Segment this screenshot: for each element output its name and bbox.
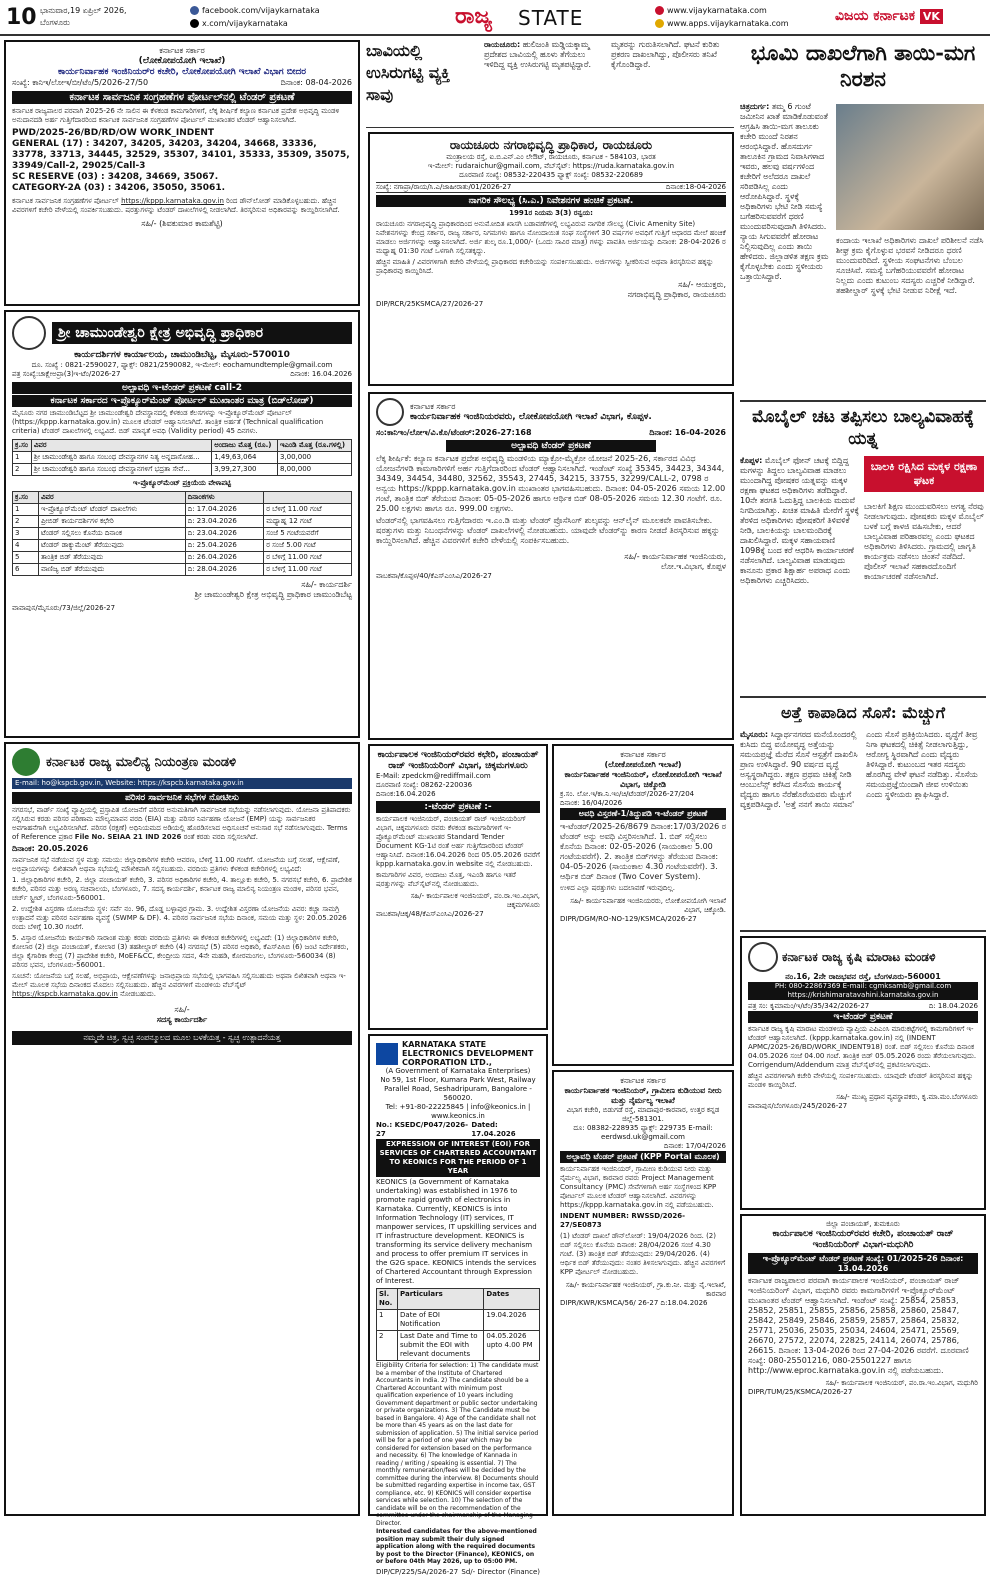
ad-keonics: KARNATAKA STATE ELECTRONICS DEVELOPMENT CORPORATION LTD., (A Government of Karnataka Enterprises) No 59, 1st Floor, Kumara Park West, Railway Parallel Road, Seshadripuram, Bangalore - 560020. Tel: +91-80-22225845 | info@keonics.in | www.keonics.in No.: KSEDC/P047/2026-27 Dated: 17.04.2026 EXPRESSION OF INTEREST (EOI) FOR SERVICES OF CHARTERED ACCOUNTANT TO KEONICS FOR THE PERIOD OF 1 YEAR KEONICS (a Government of Karnataka undertaking) was established in 1976 to promote rapid growth of electronics in Karnataka. Currently, KEONICS is into Information Technology (IT) services, IT manpower services, IT upskilling services and IT infrastructure development. KEONICS is transforming its service delivery mechanism and process to offer premium IT services in the G2G space. KEONICS intends the services of Chartered Accountant through Expression of Interest. Sl. No. Particulars Dates 1 Date of EOI Notification 19.04.2026 2 Last Date and Time to submit the EOI with relevant documents 04.05.2026 upto 4.00 PM Eligibility Criteria for selection: 1) The candidate must be a member of the Institute of Chartered Accountants in India. 2) The candidate should be a Chartered Accountant with minimum post qualification experience of 10 years including Government department or public sector undertaking or private organizations. 3) The Candidate must be based in Bangalore. 4) Age of the candidate shall not be more than 45 years as on the last date for submission of application. 5) The initial service period will be for a period of one year which may be considered for extension based on the performance and necessity. 6) The knowledge of Kannada in reading / writing / speaking is essential. 7) The monthly remuneration/fees will be decided by the committee during the interview. 8) Documents should be submitted regarding expertise in income tax, GST compliance, etc. 9) KEONICS will consider expertise services while selection. 10) The selection of the candidate will be on the recommendation of the committee under the chairmanship of the Managing Director. Interested candidates for the above-mentioned position may submit their duly signed application along with the required documents by post to the Director (Finance), KEONICS, on or before 04th May 2026, up to 05:00 PM. DIP/CP/225/SA/2026-27 Sd/- Director (Finance) — [368, 1034, 548, 1516]
table-row: 6 ವಾಣಿಜ್ಯ ಬಿಡ್ ತೆರೆಯುವುದು ದಿ: 28.04.2026 ರ ಬೆಳಿಗ್ಗೆ 11.00 ಗಂಟೆ — [13, 564, 352, 576]
emblem-icon — [748, 942, 778, 972]
table-row: 4 ಟೆಂಡರ್ ಡಾಕ್ಯುಮೆಂಟ್ ತೆರೆಯುವುದು ದಿ: 25.04.2026 ರ ಸಂಜೆ 5.00 ಗಂಟೆ — [13, 540, 352, 552]
twitter-link[interactable]: x.com/vijaykarnataka — [190, 19, 288, 28]
table-row: 2 Last Date and Time to submit the EOI with relevant documents 04.05.2026 upto 4.00 PM — [377, 1331, 540, 1361]
kspcb-link[interactable]: https://kspcb.karnataka.gov.in — [12, 990, 118, 998]
section-logo: ರಾಜ್ಯ — [455, 4, 493, 29]
table-row: 1 ಇ-ಪ್ರೊಕ್ಯೂರ್‌ಮೆಂಟ್ ಟೆಂಡರ್ ದಾಖಲೆಗಳು ದಿ: 17.04.2026 ರ ಬೆಳಿಗ್ಗೆ 11.00 ಗಂಟೆ — [13, 504, 352, 516]
headline: ಭೂಮಿ ದಾಖಲೆಗಾಗಿ ತಾಯಿ-ಮಗ ನಿರಶನ — [750, 40, 976, 91]
page-header — [0, 0, 990, 36]
website-link[interactable]: www.vijaykarnataka.com — [655, 6, 767, 15]
table-row: 2 ಪ್ರೀಬಿಡ್ ಕಾರ್ಯದರ್ಶಿಗಳ ಕಛೇರಿ ದಿ: 23.04.2026 ಮಧ್ಯಾಹ್ನ 12 ಗಂಟೆ — [13, 516, 352, 528]
kspcb-logo-icon — [12, 748, 40, 776]
facebook-icon — [190, 6, 199, 15]
table-row: 2 ಶ್ರೀ ಚಾಮುಂಡೇಶ್ವರಿ ಹಾಗೂ ಸಂಬಂಧ ದೇವಸ್ಥಾನಗಳಿಗೆ ಭದ್ರತಾ ಸೇವೆ... 3,99,27,300 8,00,000 — [13, 464, 352, 476]
header-date: ಭಾನುವಾರ,19 ಏಪ್ರಿಲ್ 2026, — [40, 6, 127, 15]
eoi-table: Sl. No. Particulars Dates 1 Date of EOI Notification 19.04.2026 2 Last Date and Time to submit the EOI with relevant documents 04.05.2026 upto 4.00 PM — [376, 1288, 540, 1361]
section-title: STATE — [518, 6, 584, 30]
apps-icon — [655, 19, 664, 28]
ad-ruda: ರಾಯಚೂರು ನಗರಾಭಿವೃದ್ಧಿ ಪ್ರಾಧಿಕಾರ, ರಾಯಚೂರು ಮಂತ್ರಾಲಯ ರಸ್ತೆ, ಐ.ಬಿ.ಎನ್.ಎಂ ಲೇಔಟ್, ರಾಯಚೂರು, ಕರ್ನಾಟಕ - 584103, ಭಾರತ ಇ-ಮೇಲ್: rudaraichur@gmail.com, ವೆಬ್‌ಸೈಟ್: https://ruda.karnataka.gov.in ದೂರವಾಣಿ ಸಂಖ್ಯೆ: 08532-220435 ಫ್ಯಾಕ್ಸ್ ಸಂಖ್ಯೆ: 08532-220689 ಸಂಖ್ಯೆ: ನಗಾಪ್ರಾ/ರಾಯ/ಸಿ.ಎ/ಜಾಹೀರಾತು/01/2026-27 ದಿನಾಂಕ:18-04-2026 ನಾಗರಿಕ ಸೌಲಭ್ಯ (ಸಿ.ಎ.) ನಿವೇಶನಗಳ ಹಂಚಿಕೆ ಪ್ರಕಟಣೆ. 1991ರ ನಿಯಮ 3(3) ರನ್ವಯ: ರಾಯಚೂರು ನಗರಾಭಿವೃದ್ಧಿ ಪ್ರಾಧಿಕಾರದಿಂದ ಅನುಮೋದಿತ ಖಾಸಗಿ ಬಡಾವಣೆಗಳಲ್ಲಿ ಲಭ್ಯವಿರುವ ನಾಗರಿಕ ಸೌಲಭ್ಯ (Civic Amenity Site) ನಿವೇಶನಗಳನ್ನು ಕೇಂದ್ರ ಸರ್ಕಾರ, ರಾಜ್ಯ ಸರ್ಕಾರ, ನಿಗಮಗಳು ಹಾಗೂ ನೋಂದಾಯಿತ ಸಂಘ ಸಂಸ್ಥೆಗಳಿಗೆ 30 ವರ್ಷಗಳ ಅವಧಿಗೆ ಗುತ್ತಿಗೆ ಆಧಾರದ ಮೇಲೆ ಹಂಚಿಕೆ ಮಾಡಲು ಅರ್ಜಿಗಳನ್ನು ಆಹ್ವಾನಿಸಲಾಗಿದೆ. ಅರ್ಜಿ ಶುಲ್ಕ ರೂ.1,000/- (ಒಂದು ಸಾವಿರ ಮಾತ್ರ) ಗಳನ್ನು ಪಾವತಿಸಿ ಅರ್ಜಿಯನ್ನು ದಿನಾಂಕ: 28-04-2026 ರ ಮಧ್ಯಾಹ್ನ 01:30 ಗಂಟೆ ಒಳಗಾಗಿ ಸಲ್ಲಿಸತಕ್ಕದ್ದು. ಹೆಚ್ಚಿನ ಮಾಹಿತಿ / ವಿವರಗಳಿಗಾಗಿ ಕಚೇರಿ ವೇಳೆಯಲ್ಲಿ ಪ್ರಾಧಿಕಾರದ ಕಚೇರಿಯನ್ನು ಸಂಪರ್ಕಿಸಬಹುದು. ಅರ್ಜಿಗಳನ್ನು ಸ್ವೀಕರಿಸುವ ಅಥವಾ ತಿರಸ್ಕರಿಸುವ ಹಕ್ಕನ್ನು ಪ್ರಾಧಿಕಾರವು ಕಾಯ್ದಿರಿಸಿದೆ. ಸಹಿ/- ಆಯುಕ್ತರು, ನಗರಾಭಿವೃದ್ಧಿ ಪ್ರಾಧಿಕಾರ, ರಾಯಚೂರು DIP/RCR/25KSMCA/27/2026-27 — [368, 132, 734, 386]
protest-photo — [836, 104, 984, 230]
table-row: 1 Date of EOI Notification 19.04.2026 — [377, 1310, 540, 1331]
news-well-death: ಬಾವಿಯಲ್ಲಿ ಉಸಿರುಗಟ್ಟಿ ವ್ಯಕ್ತಿ ಸಾವು ರಾಯಚೂರು: ಹುಲಿಜಂತಿ ಮಡ್ಡಿಯಕ್ಕಾಮ್ಮ ಪ್ರದೇಶದ ಬಾವಿಯಲ್ಲಿ ಹೂಳು ತೆಗೆಯಲು ಇಳಿದಿದ್ದ ವ್ಯಕ್ತಿ ಉಸಿರುಗಟ್ಟಿ ಮೃತಪಟ್ಟಿದ್ದಾರೆ. ಮೃತರನ್ನು ಗುರುತಿಸಲಾಗಿದೆ. ಘಟನೆ ಕುರಿತು ಪ್ರಕರಣ ದಾಖಲಾಗಿದ್ದು, ಪೊಲೀಸರು ತನಿಖೆ ಕೈಗೊಂಡಿದ್ದಾರೆ. — [366, 40, 734, 128]
schedule-table: ಕ್ರ.ಸಂ ವಿವರ ದಿನಾಂಕಗಳು 1 ಇ-ಪ್ರೊಕ್ಯೂರ್‌ಮೆಂಟ್ ಟೆಂಡರ್ ದಾಖಲೆಗಳು ದಿ: 17.04.2026 ರ ಬೆಳಿಗ್ಗೆ 11.00 ಗಂಟೆ 2 ಪ್ರೀಬಿಡ್ ಕಾರ್ಯದರ್ಶಿಗಳ ಕಛೇರಿ ದಿ: 23.04.2026 ಮಧ್ಯಾಹ್ನ 12 ಗಂಟೆ 3 ಟೆಂಡರ್ ಸಲ್ಲಿಸಲು ಕೊನೆಯ ದಿನಾಂಕ ದಿ: 23.04.2026 ಸಂಜೆ 5 ಗಂಟೆಯವರೆಗೆ 4 ಟೆಂಡರ್ ಡಾಕ್ಯುಮೆಂಟ್ ತೆರೆಯುವುದು ದಿ: 25.04.2026 ರ ಸಂಜೆ 5.00 ಗಂಟೆ 5 ತಾಂತ್ರಿಕ ಬಿಡ್ ತೆರೆಯುವುದು ದಿ: 26.04.2026 ರ ಬೆಳಿಗ್ಗೆ 11.00 ಗಂಟೆ 6 ವಾಣಿಜ್ಯ ಬಿಡ್ ತೆರೆಯುವುದು ದಿ: 28.04.2026 ರ ಬೆಳಿಗ್ಗೆ 11.00 ಗಂಟೆ — [12, 491, 352, 576]
emblem-icon — [376, 398, 404, 426]
news-land-protest: ಭೂಮಿ ದಾಖಲೆಗಾಗಿ ತಾಯಿ-ಮಗ ನಿರಶನ ಚಿತ್ರದುರ್ಗ: ತಮ್ಮ 6 ಗುಂಟೆ ಜಮೀನಿನ ಖಾತೆ ಮಾಡಿಕೊಡುವಂತೆ ಆಗ್ರಹಿಸಿ ತಾಯಿ-ಮಗ ತಾಲೂಕು ಕಚೇರಿ ಮುಂದೆ ನಿರಶನ ಆರಂಭಿಸಿದ್ದಾರೆ. ಹೊಸದುರ್ಗ ತಾಲೂಕಿನ ಗ್ರಾಮದ ನಿವಾಸಿಗಳಾದ ಇವರು, ಹಲವು ವರ್ಷಗಳಿಂದ ಕಚೇರಿಗೆ ಅಲೆದರೂ ದಾಖಲೆ ಸರಿಪಡಿಸಿಲ್ಲ ಎಂದು ಆರೋಪಿಸಿದ್ದಾರೆ. ಸ್ಥಳಕ್ಕೆ ಅಧಿಕಾರಿಗಳು ಭೇಟಿ ನೀಡಿ ಸಮಸ್ಯೆ ಬಗೆಹರಿಸುವವರೆಗೆ ಧರಣಿ ಮುಂದುವರಿಸುವುದಾಗಿ ತಿಳಿಸಿದರು. ನ್ಯಾಯ ಸಿಗುವವರೆಗೆ ಹೋರಾಟ ನಿಲ್ಲಿಸುವುದಿಲ್ಲ ಎಂದು ತಾಯಿ ಹೇಳಿದರು. ಜಿಲ್ಲಾಡಳಿತ ತಕ್ಷಣ ಕ್ರಮ ಕೈಗೊಳ್ಳಬೇಕು ಎಂದು ಸ್ಥಳೀಯರು ಒತ್ತಾಯಿಸಿದ್ದಾರೆ. ಕಂದಾಯ ಇಲಾಖೆ ಅಧಿಕಾರಿಗಳು ದಾಖಲೆ ಪರಿಶೀಲನೆ ನಡೆಸಿ ಶೀಘ್ರ ಕ್ರಮ ಕೈಗೊಳ್ಳುವ ಭರವಸೆ ನೀಡಿದರೂ ಧರಣಿ ಮುಂದುವರಿದಿದೆ. ಸ್ಥಳೀಯ ಸಂಘಟನೆಗಳು ಬೆಂಬಲ ಸೂಚಿಸಿವೆ. ಸಮಸ್ಯೆ ಬಗೆಹರಿಯುವವರೆಗೆ ಹೋರಾಟ ನಿಲ್ಲದು ಎಂದು ಕುಟುಂಬ ಸದಸ್ಯರು ಎಚ್ಚರಿಕೆ ನೀಡಿದ್ದಾರೆ. ತಹಶೀಲ್ದಾರ್ ಸ್ಥಳಕ್ಕೆ ಭೇಟಿ ನೀಡುವ ನಿರೀಕ್ಷೆ ಇದೆ. — [740, 40, 986, 402]
ad-kspcb: ಕರ್ನಾಟಕ ರಾಜ್ಯ ಮಾಲಿನ್ಯ ನಿಯಂತ್ರಣ ಮಂಡಳಿ E-mail: ho@kspcb.gov.in, Website: https://kspcb.karnataka.gov.in ಪರಿಸರ ಸಾರ್ವಜನಿಕ ಸಭೆಗಳ ನೋಟೀಸು ನಗರಸಭೆ, ವಾರ್ಡ್ ಸಂಖ್ಯೆ ವ್ಯಾಪ್ತಿಯಲ್ಲಿ ಪ್ರಸ್ತಾಪಿತ ಯೋಜನೆಗೆ ಪರಿಸರ ಅನುಮತಿಗಾಗಿ ಸಾರ್ವಜನಿಕ ಸಭೆಯನ್ನು ನಡೆಸಲಾಗುವುದು. ಯೋಜನಾ ಪ್ರತಿಪಾದಕರು ಸಲ್ಲಿಸಿರುವ ಕರಡು ಪರಿಸರ ಪರಿಣಾಮ ಮೌಲ್ಯಮಾಪನ ವರದಿ (EIA) ಮತ್ತು ಪರಿಸರ ನಿರ್ವಹಣಾ ಯೋಜನೆ (EMP) ಯನ್ನು ಸಾರ್ವಜನಿಕರ ಅವಗಾಹನೆಗಾಗಿ ಲಭ್ಯವಿರಿಸಲಾಗಿದೆ. ಪರಿಸರ (ರಕ್ಷಣೆ) ಅಧಿನಿಯಮದ ಅಡಿಯಲ್ಲಿ ಹೊರಡಿಸಲಾದ ಅಧಿಸೂಚನೆ ಅನುಸಾರ ಸಭೆ ನಡೆಸಲಾಗುವುದು. Terms of Reference ಪ್ರಕಾರ File No. SEIAA 21 IND 2026 ರಂತೆ ಕರಡು ವರದಿ ಸಲ್ಲಿಸಲಾಗಿದೆ. ದಿನಾಂಕ: 20.05.2026 ಸಾರ್ವಜನಿಕ ಸಭೆ ನಡೆಯುವ ಸ್ಥಳ ಮತ್ತು ಸಮಯ: ಜಿಲ್ಲಾಧಿಕಾರಿಗಳ ಕಚೇರಿ ಆವರಣ, ಬೆಳಿಗ್ಗೆ 11.00 ಗಂಟೆಗೆ. ಯೋಜನೆಯ ಬಗ್ಗೆ ಸಲಹೆ, ಆಕ್ಷೇಪಣೆ, ಅಭಿಪ್ರಾಯಗಳನ್ನು ಲಿಖಿತವಾಗಿ ಅಥವಾ ಸಭೆಯಲ್ಲಿ ಮೌಖಿಕವಾಗಿ ಸಲ್ಲಿಸಬಹುದು. ವರದಿಯ ಪ್ರತಿಗಳು ಕೆಳಕಂಡ ಕಚೇರಿಗಳಲ್ಲಿ ಲಭ್ಯವಿದೆ: 1. ಜಿಲ್ಲಾಧಿಕಾರಿಗಳ ಕಚೇರಿ, 2. ಜಿಲ್ಲಾ ಪಂಚಾಯತ್ ಕಚೇರಿ, 3. ಪರಿಸರ ಅಧಿಕಾರಿಗಳ ಕಚೇರಿ, 4. ತಾಲ್ಲೂಕು ಕಚೇರಿ, 5. ನಗರಸಭೆ ಕಚೇರಿ, 6. ಪ್ರಾದೇಶಿಕ ಕಚೇರಿ, ಪರಿಸರ ಮತ್ತು ಅರಣ್ಯ ಸಚಿವಾಲಯ, ಬೆಂಗಳೂರು, 7. ಸದಸ್ಯ ಕಾರ್ಯದರ್ಶಿ, ಕರ್ನಾಟಕ ರಾಜ್ಯ ಮಾಲಿನ್ಯ ನಿಯಂತ್ರಣ ಮಂಡಳಿ, ಪರಿಸರ ಭವನ, ಚರ್ಚ್ ಸ್ಟ್ರೀಟ್, ಬೆಂಗಳೂರು-560001. 2. ಉದ್ದೇಶಿತ ವಿಸ್ತರಣಾ ಯೋಜನೆಯ ಸ್ಥಳ: ಸರ್ವೆ ನಂ. 96, ದೊಡ್ಡ ಬಳ್ಳಾಪುರ ಗ್ರಾಮ. 3. ಉದ್ದೇಶಿತ ವಿಸ್ತರಣಾ ಯೋಜನೆಯ ವಿವರ: ಕಚ್ಚಾ ಸಾಮಗ್ರಿ ಉತ್ಪಾದನೆ ಮತ್ತು ಪರಿಸರ ನಿರ್ವಹಣಾ ವ್ಯವಸ್ಥೆ (SWMP & DF). 4. ಪರಿಸರ ಸಾರ್ವಜನಿಕ ಸಭೆಯ ದಿನಾಂಕ, ಸಮಯ ಮತ್ತು ಸ್ಥಳ: 20.05.2026 ರಂದು ಬೆಳಿಗ್ಗೆ 10.30 ಗಂಟೆಗೆ. 5. ವಿಸ್ತಾರ ಯೋಜನೆಯ ಕಾರ್ಯಕಾರಿ ಸಾರಾಂಶ ಮತ್ತು ಕರಡು ವರದಿಯ ಪ್ರತಿಗಳು ಈ ಕೆಳಕಂಡ ಕಚೇರಿಗಳಲ್ಲಿ ಲಭ್ಯವಿದೆ: (1) ಜಿಲ್ಲಾಧಿಕಾರಿಗಳ ಕಚೇರಿ, ಕೋಲಾರ (2) ಜಿಲ್ಲಾ ಪಂಚಾಯತ್, ಕೋಲಾರ (3) ತಹಶೀಲ್ದಾರ್ ಕಚೇರಿ (4) ನಗರಸಭೆ (5) ಪರಿಸರ ಅಧಿಕಾರಿ, ಕೆಎಸ್‌ಪಿಸಿಬಿ (6) ಜಂಟಿ ನಿರ್ದೇಶಕರು, ಜಿಲ್ಲಾ ಕೈಗಾರಿಕಾ ಕೇಂದ್ರ (7) ಪ್ರಾದೇಶಿಕ ಕಚೇರಿ, MoEF&CC, ಕೇಂದ್ರೀಯ ಸದನ, 4ನೇ ಮಹಡಿ, ಕೋರಮಂಗಲ, ಬೆಂಗಳೂರು-560034 (8) ಪರಿಸರ ಭವನ, ಬೆಂಗಳೂರು-560001. ಸೂಚನೆ: ಯೋಜನೆಯ ಬಗ್ಗೆ ಸಲಹೆ, ಅಭಿಪ್ರಾಯ, ಆಕ್ಷೇಪಣೆಗಳನ್ನು ಜನಾಭಿಪ್ರಾಯ ಸಭೆಯಲ್ಲಿ ಭಾಗವಹಿಸಿ ಸಲ್ಲಿಸಬಹುದು ಅಥವಾ ಲಿಖಿತವಾಗಿ ಅಥವಾ ಇ-ಮೇಲ್ ಮೂಲಕ ಸಭೆಯ ದಿನಾಂಕದ ಮೊದಲು ಸಲ್ಲಿಸಬಹುದು. ಹೆಚ್ಚಿನ ವಿವರಗಳಿಗೆ ಮಂಡಳಿಯ ವೆಬ್‌ಸೈಟ್ https://kspcb.karnataka.gov.in ನೋಡಬಹುದು. ಸಹಿ/- ಸದಸ್ಯ ಕಾರ್ಯದರ್ಶಿ ನಮ್ಮದೇ ಚಿತ್ರ, ಸ್ವಚ್ಛ ಸಂಪನ್ಮೂಲದ ಮೂಲ ಬಳಕೆಯತ್ತ - ಸ್ವಚ್ಛ ಉತ್ಪಾದನೆಯತ್ತ — [4, 742, 360, 1516]
ad-pwd-koppal: ಕರ್ನಾಟಕ ಸರ್ಕಾರ ಕಾರ್ಯನಿರ್ವಾಹಕ ಇಂಜಿನಿಯರವರು, ಲೋಕೋಪಯೋಗಿ ಇಲಾಖೆ ವಿಭಾಗ, ಕೊಪ್ಪಳ. ಸಂ:ಕಾನಿಇಂ/ಲೋಇ/ವಿ.ಕೊ/ಟೆಂಡರ್:2026-27:168 ದಿನಾಂಕ: 16-04-2026 ಅಲ್ಪಾವಧಿ ಟೆಂಡರ್ ಪ್ರಕಟಣೆ ಲೆಕ್ಕ ಶೀರ್ಷಿಕೆ: ಕಲ್ಯಾಣ ಕರ್ನಾಟಕ ಪ್ರದೇಶ ಅಭಿವೃದ್ಧಿ ಮಂಡಳಿಯ ಮ್ಯಾಕ್ರೋ-ಮೈಕ್ರೋ ಯೋಜನೆ 2025-26, ಸರ್ಕಾರದ ವಿವಿಧ ಯೋಜನೆಗಳಡಿ ಕಾಮಗಾರಿಗಳಿಗೆ ಅರ್ಹ ಗುತ್ತಿಗೆದಾರರಿಂದ ಟೆಂಡರ್ ಆಹ್ವಾನಿಸಲಾಗಿದೆ. ಇಂಡೆಂಟ್ ಸಂಖ್ಯೆ 35345, 34423, 34344, 34349, 34454, 34480, 32562, 35543, 27445, 34215, 33755, 32299/CALL-2, 0798 ರ ಅನ್ವಯ https://kppp.karnataka.gov.in ಮುಖಾಂತರ ಭಾಗವಹಿಸಬಹುದು. ದಿನಾಂಕ: 04-05-2026 ಸಮಯ 12.00 ಗಂಟೆ, ತಾಂತ್ರಿಕ ಬಿಡ್ ತೆರೆಯುವ ದಿನಾಂಕ: 05-05-2026 ಹಾಗೂ ಆರ್ಥಿಕ ಬಿಡ್ 08-05-2026 ಸಮಯ 12.30 ಗಂಟೆಗೆ. ರೂ. 25.00 ಲಕ್ಷಗಳು ಹಾಗೂ ರೂ. 999.00 ಲಕ್ಷಗಳು. ಟೆಂಡರ್‌ನಲ್ಲಿ ಭಾಗವಹಿಸಲು ಗುತ್ತಿಗೆದಾರರು ಇ.ಎಂ.ಡಿ ಮತ್ತು ಟೆಂಡರ್ ಪ್ರೊಸೆಸಿಂಗ್ ಶುಲ್ಕವನ್ನು ಆನ್‌ಲೈನ್ ಮೂಲಕವೇ ಪಾವತಿಸಬೇಕು. ಷರತ್ತುಗಳು ಮತ್ತು ನಿಬಂಧನೆಗಳನ್ನು ಟೆಂಡರ್ ದಾಖಲೆಗಳಲ್ಲಿ ನೋಡಬಹುದು. ಯಾವುದೇ ಟೆಂಡರ್‌ನ್ನು ಕಾರಣ ನೀಡದೆ ತಿರಸ್ಕರಿಸುವ ಹಕ್ಕನ್ನು ಕಾಯ್ದಿರಿಸಲಾಗಿದೆ. ಹೆಚ್ಚಿನ ವಿವರಗಳಿಗೆ ಕಚೇರಿ ವೇಳೆಯಲ್ಲಿ ಸಂಪರ್ಕಿಸಬಹುದು. ಸಹಿ/- ಕಾರ್ಯನಿರ್ವಾಹಕ ಇಂಜಿನಿಯರು, ಲೋ.ಇ.ವಿಭಾಗ, ಕೊಪ್ಪಳ ವಾಬಕವಾ/ಕೊಪ್ಪಳ/40/ಕೆಎಸ್‌ಎಂಸಿಎ/2026-27 — [368, 392, 734, 740]
apps-link[interactable]: www.apps.vijaykarnataka.com — [655, 19, 789, 28]
facebook-link[interactable]: facebook.com/vijaykarnataka — [190, 6, 320, 15]
ad-chamundeshwari: ಶ್ರೀ ಚಾಮುಂಡೇಶ್ವರಿ ಕ್ಷೇತ್ರ ಅಭಿವೃದ್ಧಿ ಪ್ರಾಧಿಕಾರ ಕಾರ್ಯದರ್ಶಿಗಳ ಕಾರ್ಯಾಲಯ, ಚಾಮುಂಡಿಬೆಟ್ಟ, ಮೈಸೂರು-570010 ದೂ. ಸಂಖ್ಯೆ : 0821-2590027, ಫ್ಯಾಕ್ಸ್: 0821/2590082, ಇ-ಮೇಲ್: eochamundtemple@gmail.com ಪತ್ರ ಸಂಖ್ಯೆ:ಚಾಕ್ಷೇಅಪ್ರಾ(3)ಇ-ಟೆಂ/2026-27 ದಿನಾಂಕ: 16.04.2026 ಅಲ್ಪಾವಧಿ ಇ-ಟೆಂಡರ್ ಪ್ರಕಟಣೆ call-2 ಕರ್ನಾಟಕ ಸರ್ಕಾರದ ಇ-ಪ್ರೊಕ್ಯೂರ್‌ಮೆಂಟ್ ಪೋರ್ಟಲ್ ಮುಖಾಂತರ ಮಾತ್ರ (ಬಿಡ್‌ಲೋಡ್) ಮೈಸೂರು ನಗರ ಚಾಮುಂಡಿಬೆಟ್ಟದ ಶ್ರೀ ಚಾಮುಂಡೇಶ್ವರಿ ದೇವಸ್ಥಾನದಲ್ಲಿ ಕೆಳಕಂಡ ಕೆಲಸಗಳನ್ನು ಇ-ಪ್ರೊಕ್ಯೂರ್‌ಮೆಂಟ್ ಪೋರ್ಟಲ್ (https://kppp.karnataka.gov.in) ಮೂಲಕ ಟೆಂಡರ್ ಆಹ್ವಾನಿಸಲಾಗಿದೆ. ತಾಂತ್ರಿಕ ಅರ್ಹತೆ (Technical qualification criteria) ಟೆಂಡರ್ ದಾಖಲೆಗಳಲ್ಲಿ ಲಭ್ಯವಿದೆ. ಬಿಡ್ ಮಾನ್ಯತೆ ಅವಧಿ (Validity period) 45 ದಿನಗಳು. ಕ್ರ.ಸಂ ವಿವರ ಅಂದಾಜು ಮೊತ್ತ (ರೂ.) ಇಎಂಡಿ ಮೊತ್ತ (ರೂ.ಗಳಲ್ಲಿ) 1 ಶ್ರೀ ಚಾಮುಂಡೇಶ್ವರಿ ಹಾಗೂ ಸಂಬಂಧ ದೇವಸ್ಥಾನಗಳ ನಿತ್ಯ ಅನ್ನದಾಸೋಹ... 1,49,63,064 3,00,000 2 ಶ್ರೀ ಚಾಮುಂಡೇಶ್ವರಿ ಹಾಗೂ ಸಂಬಂಧ ದೇವಸ್ಥಾನಗಳಿಗೆ ಭದ್ರತಾ ಸೇವೆ... 3,99,27,300 8,00,000 ಇ-ಪ್ರೊಕ್ಯೂರ್‌ಮೆಂಟ್ ಪ್ರಕ್ರಿಯೆಯ ವೇಳಾಪಟ್ಟಿ ಕ್ರ.ಸಂ ವಿವರ ದಿನಾಂಕಗಳು 1 ಇ-ಪ್ರೊಕ್ಯೂರ್‌ಮೆಂಟ್ ಟೆಂಡರ್ ದಾಖಲೆಗಳು ದಿ: 17.04.2026 ರ ಬೆಳಿಗ್ಗೆ 11.00 ಗಂಟೆ 2 ಪ್ರೀಬಿಡ್ ಕಾರ್ಯದರ್ಶಿಗಳ ಕಛೇರಿ ದಿ: 23.04.2026 ಮಧ್ಯಾಹ್ನ 12 ಗಂಟೆ 3 ಟೆಂಡರ್ ಸಲ್ಲಿಸಲು ಕೊನೆಯ ದಿನಾಂಕ ದಿ: 23.04.2026 ಸಂಜೆ 5 ಗಂಟೆಯವರೆಗೆ 4 ಟೆಂಡರ್ ಡಾಕ್ಯುಮೆಂಟ್ ತೆರೆಯುವುದು ದಿ: 25.04.2026 ರ ಸಂಜೆ 5.00 ಗಂಟೆ 5 ತಾಂತ್ರಿಕ ಬಿಡ್ ತೆರೆಯುವುದು ದಿ: 26.04.2026 ರ ಬೆಳಿಗ್ಗೆ 11.00 ಗಂಟೆ 6 ವಾಣಿಜ್ಯ ಬಿಡ್ ತೆರೆಯುವುದು ದಿ: 28.04.2026 ರ ಬೆಳಿಗ್ಗೆ 11.00 ಗಂಟೆ ಸಹಿ/- ಕಾರ್ಯದರ್ಶಿ ಶ್ರೀ ಚಾಮುಂಡೇಶ್ವರಿ ಕ್ಷೇತ್ರ ಅಭಿವೃದ್ಧಿ ಪ್ರಾಧಿಕಾರ ಚಾಮುಂಡಿಬೆಟ್ಟ ವಾವಾಪುಸ/ಮೈಸೂರು/73/ಜಿಲ್ಲೆ/2026-27 — [4, 310, 360, 738]
portal-link[interactable]: https://kppp.karnataka.gov.in — [121, 197, 224, 205]
ad-pwd-chikkodi: ಕರ್ನಾಟಕ ಸರ್ಕಾರ (ಲೋಕೋಪಯೋಗಿ ಇಲಾಖೆ) ಕಾರ್ಯನಿರ್ವಾಹಕ ಇಂಜಿನಿಯರ್, ಲೋಕೋಪಯೋಗಿ ಇಲಾಖೆ ವಿಭಾಗ, ಚಿಕ್ಕೋಡಿ ಕ್ರ.ಸಂ. ಲೋ.ಇ/ಕಾ.ನಿ.ಇಂ/ಚಿ/ಟೆಂಡರ್/2026-27/204 ದಿನಾಂಕ: 16/04/2026 ಅವಧಿ ವಿಸ್ತರಣೆ-1/ತಿದ್ದುಪಡಿ ಇ-ಟೆಂಡರ್ ಪ್ರಕಟಣೆ ಇ-ಟೆಂಡರ್/2025-26/8679 ದಿನಾಂಕ:17/03/2026 ರ ಟೆಂಡರ್ ಅನ್ನು ಅವಧಿ ವಿಸ್ತರಿಸಲಾಗಿದೆ. 1. ಬಿಡ್ ಸಲ್ಲಿಸಲು ಕೊನೆಯ ದಿನಾಂಕ: 02-05-2026 (ಸಾಯಂಕಾಲ 5.00 ಗಂಟೆಯವರೆಗೆ). 2. ತಾಂತ್ರಿಕ ಬಿಡ್‌ಗಳನ್ನು ತೆರೆಯುವ ದಿನಾಂಕ: 04-05-2026 (ಸಾಯಂಕಾಲ 4.30 ಗಂಟೆಯವರೆಗೆ). 3. ಆರ್ಥಿಕ ಬಿಡ್ ದಿನಾಂಕ (Two Cover System). ಉಳಿದ ಎಲ್ಲಾ ಷರತ್ತುಗಳು ಬದಲಾವಣೆ ಇರುವುದಿಲ್ಲ. ಸಹಿ/- ಕಾರ್ಯನಿರ್ವಾಹಕ ಇಂಜಿನಿಯರರು, ಲೋಕೋಪಯೋಗಿ ಇಲಾಖೆ ವಿಭಾಗ, ಚಿಕ್ಕೋಡಿ. DIPR/DGM/RO-NO-129/KSMCA/2026-27 — [552, 744, 734, 1066]
ad-pre-chikkamagaluru: ಕಾರ್ಯಪಾಲಕ ಇಂಜಿನಿಯರ್‌ರವರ ಕಛೇರಿ, ಪಂಚಾಯತ್ ರಾಜ್ ಇಂಜಿನಿಯರಿಂಗ್ ವಿಭಾಗ, ಚಿಕ್ಕಮಗಳೂರು E-Mail: zpedckm@rediffmail.com ದೂರವಾಣಿ ಸಂಖ್ಯೆ: 08262-220036 ದಿನಾಂಕ:16.04.2026 :-ಟೆಂಡರ್ ಪ್ರಕಟಣೆ :- ಕಾರ್ಯಪಾಲಕ ಇಂಜಿನಿಯರ್, ಪಂಚಾಯತ್ ರಾಜ್ ಇಂಜಿನಿಯರಿಂಗ್ ವಿಭಾಗ, ಚಿಕ್ಕಮಗಳೂರು ರವರು ಕೆಳಕಂಡ ಕಾಮಗಾರಿಗಳಿಗೆ ಇ-ಪ್ರೊಕ್ಯೂರ್‌ಮೆಂಟ್ ಮುಖಾಂತರ Standard Tender Document KG-1ಟಿ ರಂತೆ ಅರ್ಹ ಗುತ್ತಿಗೆದಾರರಿಂದ ಟೆಂಡರ್ ಆಹ್ವಾನಿಸಿದೆ. ದಿನಾಂಕ:16.04.2026 ರಿಂದ 05.05.2026 ರವರೆಗೆ kppp.karnataka.gov.in website ನಲ್ಲಿ ನೋಡಬಹುದು. ಕಾಮಗಾರಿಗಳ ವಿವರ, ಅಂದಾಜು ಮೊತ್ತ, ಇಎಂಡಿ ಹಾಗೂ ಇತರೆ ಷರತ್ತುಗಳನ್ನು ವೆಬ್‌ಸೈಟ್‌ನಲ್ಲಿ ನೋಡಬಹುದು. ಸಹಿ/- ಕಾರ್ಯಪಾಲಕ ಇಂಜಿನಿಯರ್, ಪಂ.ರಾ.ಇಂ.ವಿಭಾಗ, ಚಿಕ್ಕಮಗಳೂರು ವಾಬಕವಾ/ಚಿಕ್ಕ/48/ಕೆಎಸ್‌ಎಂಸಿಎ/2026-27 — [368, 744, 548, 1030]
globe-icon — [655, 6, 664, 15]
ad-rwssd-karwar: ಕರ್ನಾಟಕ ಸರ್ಕಾರ ಕಾರ್ಯನಿರ್ವಾಹಕ ಇಂಜಿನಿಯರ್, ಗ್ರಾಮೀಣ ಕುಡಿಯುವ ನೀರು ಮತ್ತು ನೈರ್ಮಲ್ಯ ಇಲಾಖೆ ವಿಭಾಗ ಕಚೇರಿ, ಬಿಡುಗಡೆ ರಸ್ತೆ, ಮಾದಾಪುರ-ಕಾರವಾರ, ಉತ್ತರ ಕನ್ನಡ ಜಿಲ್ಲೆ-581301. ದೂ: 08382-228935 ಫ್ಯಾಕ್ಸ್: 229735 E-mail: eerdwsd.uk@gmail.com ದಿನಾಂಕ: 17/04/2026 ಅಲ್ಪಾವಧಿ ಟೆಂಡರ್ ಪ್ರಕಟಣೆ (KPP Portal ಮೂಲಕ) ಕಾರ್ಯನಿರ್ವಾಹಕ ಇಂಜಿನಿಯರ್, ಗ್ರಾಮೀಣ ಕುಡಿಯುವ ನೀರು ಮತ್ತು ನೈರ್ಮಲ್ಯ ವಿಭಾಗ, ಕಾರವಾರ ರವರು Project Management Consultancy (PMC) ಸೇವೆಗಳಿಗಾಗಿ ಅರ್ಹ ಸಂಸ್ಥೆಗಳಿಂದ KPP ಪೋರ್ಟಲ್ ಮೂಲಕ ಟೆಂಡರ್ ಆಹ್ವಾನಿಸಲಾಗಿದೆ. ವಿವರಗಳನ್ನು https://kppp.karnataka.gov.in ನಲ್ಲಿ ಪಡೆಯಬಹುದು. INDENT NUMBER: RWSSD/2026-27/SE0873 (1) ಟೆಂಡರ್ ದಾಖಲೆ ಡೌನ್‌ಲೋಡ್: 19/04/2026 ರಿಂದ. (2) ಬಿಡ್ ಸಲ್ಲಿಸಲು ಕೊನೆಯ ದಿನಾಂಕ: 28/04/2026 ಸಂಜೆ 4.30 ಗಂಟೆ. (3) ತಾಂತ್ರಿಕ ಬಿಡ್ ತೆರೆಯುವುದು: 29/04/2026. (4) ಆರ್ಥಿಕ ಬಿಡ್ ತೆರೆಯುವುದು: ನಂತರ ತಿಳಿಸಲಾಗುವುದು. ಹೆಚ್ಚಿನ ವಿವರಗಳಿಗೆ KPP ಪೋರ್ಟಲ್ ನೋಡಬಹುದು. ಸಹಿ/- ಕಾರ್ಯನಿರ್ವಾಹಕ ಇಂಜಿನಿಯರ್, ಗ್ರಾ.ಕು.ನೀ. ಮತ್ತು ನೈ.ಇಲಾಖೆ, ಕಾರವಾರ DIPR/KWR/KSMCA/56/ 26-27 ದಿ:18.04.2026 — [552, 1070, 734, 1516]
tender-title: ಕರ್ನಾಟಕ ಸಾರ್ವಜನಿಕ ಸಂಗ್ರಹಣೆಗಳ ಪೋರ್ಟಲ್‌ನಲ್ಲಿ ಟೆಂಡರ್ ಪ್ರಕಟಣೆ — [12, 91, 352, 104]
x-icon — [190, 19, 199, 28]
emblem-icon — [12, 316, 46, 350]
news-child-marriage: ಮೊಬೈಲ್ ಚಟ ತಪ್ಪಿಸಲು ಬಾಲ್ಯವಿವಾಹಕ್ಕೆ ಯತ್ನ ಕೊಪ್ಪಳ: ಮೊಬೈಲ್ ಫೋನ್ ಚಟಕ್ಕೆ ಬಿದ್ದಿದ್ದ ಮಗಳನ್ನು ತಿದ್ದಲು ಬಾಲ್ಯವಿವಾಹ ಮಾಡಲು ಮುಂದಾಗಿದ್ದ ಪೋಷಕರ ಯತ್ನವನ್ನು ಮಕ್ಕಳ ರಕ್ಷಣಾ ಘಟಕದ ಅಧಿಕಾರಿಗಳು ತಡೆದಿದ್ದಾರೆ. 10ನೇ ತರಗತಿ ಓದುತ್ತಿದ್ದ ಬಾಲಕಿಯ ಮದುವೆ ನಿಗದಿಯಾಗಿತ್ತು. ಖಚಿತ ಮಾಹಿತಿ ಮೇರೆಗೆ ಸ್ಥಳಕ್ಕೆ ತೆರಳಿದ ಅಧಿಕಾರಿಗಳು ಪೋಷಕರಿಗೆ ತಿಳಿವಳಿಕೆ ನೀಡಿ, ಬಾಲಕಿಯನ್ನು ಬಾಲಮಂದಿರಕ್ಕೆ ದಾಖಲಿಸಿದ್ದಾರೆ. ಮಕ್ಕಳ ಸಹಾಯವಾಣಿ 1098ಕ್ಕೆ ಬಂದ ಕರೆ ಆಧರಿಸಿ ಕಾರ್ಯಾಚರಣೆ ನಡೆಸಲಾಗಿದೆ. ಬಾಲ್ಯವಿವಾಹ ಮಾಡುವುದು ಕಾನೂನು ಪ್ರಕಾರ ಶಿಕ್ಷಾರ್ಹ ಅಪರಾಧ ಎಂದು ಅಧಿಕಾರಿಗಳು ಎಚ್ಚರಿಸಿದರು. ಬಾಲಕಿ ರಕ್ಷಿಸಿದ ಮಕ್ಕಳ ರಕ್ಷಣಾ ಘಟಕ ಬಾಲಕಿಗೆ ಶಿಕ್ಷಣ ಮುಂದುವರಿಸಲು ಅಗತ್ಯ ನೆರವು ನೀಡಲಾಗುವುದು. ಪೋಷಕರು ಮಕ್ಕಳ ಮೊಬೈಲ್ ಬಳಕೆ ಬಗ್ಗೆ ಕಾಳಜಿ ವಹಿಸಬೇಕು, ಆದರೆ ಬಾಲ್ಯವಿವಾಹ ಪರಿಹಾರವಲ್ಲ ಎಂದು ಘಟಕದ ಅಧಿಕಾರಿಗಳು ತಿಳಿಸಿದರು. ಗ್ರಾಮದಲ್ಲಿ ಜಾಗೃತಿ ಕಾರ್ಯಕ್ರಮ ನಡೆಸಲು ಚಿಂತನೆ ನಡೆದಿದೆ. ಪೊಲೀಸ್ ಇಲಾಖೆ ಸಹಕಾರದೊಂದಿಗೆ ಕಾರ್ಯಾಚರಣೆ ನಡೆಸಲಾಗಿದೆ. — [740, 406, 986, 698]
paper-logo: ವಿಜಯ ಕರ್ನಾಟಕ VK — [835, 8, 943, 24]
keonics-logo-icon — [376, 1043, 398, 1065]
news-daughter-in-law: ಅತ್ತೆ ಕಾಪಾಡಿದ ಸೊಸೆ: ಮೆಚ್ಚುಗೆ ಮೈಸೂರು: ಸಿದ್ದಾರ್ಥನಗರದ ಮನೆಯೊಂದರಲ್ಲಿ ಕುಸಿದು ಬಿದ್ದ ವಯೋವೃದ್ಧ ಅತ್ತೆಯನ್ನು ಸಮಯಪ್ರಜ್ಞೆ ಮೆರೆದ ಸೊಸೆ ಆಸ್ಪತ್ರೆಗೆ ದಾಖಲಿಸಿ ಪ್ರಾಣ ಉಳಿಸಿದ್ದಾರೆ. 90 ವರ್ಷದ ವೃದ್ಧೆ ಅಸ್ವಸ್ಥರಾಗಿದ್ದರು. ತಕ್ಷಣ ಪ್ರಥಮ ಚಿಕಿತ್ಸೆ ನೀಡಿ ಆಂಬುಲೆನ್ಸ್ ಕರೆಸಿದ ಸೊಸೆಯ ಕಾರ್ಯಕ್ಕೆ ವೈದ್ಯರು ಹಾಗೂ ನೆರೆಹೊರೆಯವರು ಮೆಚ್ಚುಗೆ ವ್ಯಕ್ತಪಡಿಸಿದ್ದಾರೆ. 'ಅತ್ತೆ ನನಗೆ ತಾಯಿ ಸಮಾನ' ಎಂದು ಸೊಸೆ ಪ್ರತಿಕ್ರಿಯಿಸಿದರು. ವೃದ್ಧೆಗೆ ತೀವ್ರ ನಿಗಾ ಘಟಕದಲ್ಲಿ ಚಿಕಿತ್ಸೆ ನೀಡಲಾಗುತ್ತಿದ್ದು, ಆರೋಗ್ಯ ಸ್ಥಿರವಾಗಿದೆ ಎಂದು ವೈದ್ಯರು ತಿಳಿಸಿದ್ದಾರೆ. ಕುಟುಂಬದ ಇತರ ಸದಸ್ಯರು ಹೊರಗಿದ್ದ ವೇಳೆ ಘಟನೆ ನಡೆದಿತ್ತು. ಸೊಸೆಯ ಸಮಯಪ್ರಜ್ಞೆಯಿಂದಾಗಿ ಜೀವ ಉಳಿಯಿತು ಎಂದು ಸ್ಥಳೀಯರು ಶ್ಲಾಘಿಸಿದ್ದಾರೆ. — [740, 702, 986, 932]
tender-table: ಕ್ರ.ಸಂ ವಿವರ ಅಂದಾಜು ಮೊತ್ತ (ರೂ.) ಇಎಂಡಿ ಮೊತ್ತ (ರೂ.ಗಳಲ್ಲಿ) 1 ಶ್ರೀ ಚಾಮುಂಡೇಶ್ವರಿ ಹಾಗೂ ಸಂಬಂಧ ದೇವಸ್ಥಾನಗಳ ನಿತ್ಯ ಅನ್ನದಾಸೋಹ... 1,49,63,064 3,00,000 2 ಶ್ರೀ ಚಾಮುಂಡೇಶ್ವರಿ ಹಾಗೂ ಸಂಬಂಧ ದೇವಸ್ಥಾನಗಳಿಗೆ ಭದ್ರತಾ ಸೇವೆ... 3,99,27,300 8,00,000 — [12, 439, 352, 476]
table-row: 3 ಟೆಂಡರ್ ಸಲ್ಲಿಸಲು ಕೊನೆಯ ದಿನಾಂಕ ದಿ: 23.04.2026 ಸಂಜೆ 5 ಗಂಟೆಯವರೆಗೆ — [13, 528, 352, 540]
headline: ಬಾವಿಯಲ್ಲಿ ಉಸಿರುಗಟ್ಟಿ ವ್ಯಕ್ತಿ ಸಾವು — [366, 41, 451, 104]
page-number: 10 — [6, 5, 37, 30]
headline: ಅತ್ತೆ ಕಾಪಾಡಿದ ಸೊಸೆ: ಮೆಚ್ಚುಗೆ — [780, 703, 946, 722]
ad-ksamb: ಕರ್ನಾಟಕ ರಾಜ್ಯ ಕೃಷಿ ಮಾರಾಟ ಮಂಡಳಿ ನಂ.16, 2ನೇ ರಾಜಭವನ ರಸ್ತೆ, ಬೆಂಗಳೂರು-560001 PH: 080-22867369 E-mail: cgmksamb@gmail.com https://krishimaratavahini.karnataka.gov.in ಪತ್ರ ಸಂ: ಕೃಮಾಮಂ/ಇ/ಟೆಂ/35/342/2026-27 ದಿ: 18.04.2026 ಇ-ಟೆಂಡರ್ ಪ್ರಕಟಣೆ ಕರ್ನಾಟಕ ರಾಜ್ಯ ಕೃಷಿ ಮಾರಾಟ ಮಂಡಳಿಯ ವ್ಯಾಪ್ತಿಯ ಎಪಿಎಂಸಿ ಮಾರುಕಟ್ಟೆಗಳಲ್ಲಿ ಕಾಮಗಾರಿಗಳಿಗೆ ಇ-ಟೆಂಡರ್ ಆಹ್ವಾನಿಸಲಾಗಿದೆ. (kppp.karnataka.gov.in) ನಲ್ಲಿ (INDENT APMC/2025-26/BD/WORK_INDENT918) ರಂತೆ. ಬಿಡ್ ಸಲ್ಲಿಸಲು ಕೊನೆಯ ದಿನಾಂಕ 04.05.2026 ಸಂಜೆ 04.00 ಗಂಟೆ. ತಾಂತ್ರಿಕ ಬಿಡ್ 05.05.2026 ರಂದು ತೆರೆಯಲಾಗುವುದು. Corrigendum/Addendum ಮಾತ್ರ ವೆಬ್‌ಸೈಟ್‌ನಲ್ಲಿ ಪ್ರಕಟಿಸಲಾಗುವುದು. ಹೆಚ್ಚಿನ ವಿವರಗಳಿಗಾಗಿ ಕಚೇರಿ ವೇಳೆಯಲ್ಲಿ ಸಂಪರ್ಕಿಸಬಹುದು. ಯಾವುದೇ ಟೆಂಡರ್ ತಿರಸ್ಕರಿಸುವ ಹಕ್ಕನ್ನು ಮಂಡಳಿ ಕಾಯ್ದಿರಿಸಿದೆ. ಸಹಿ/- ಮುಖ್ಯ ಪ್ರಧಾನ ವ್ಯವಸ್ಥಾಪಕರು, ಕೃ.ಮಾ.ಮಂ.ಬೆಂಗಳೂರು ವಾವಾಪುಸ/ಬೆಂಗಳೂರು/245/2026-27 — [740, 936, 986, 1210]
ad-pwd-bidar: ಕರ್ನಾಟಕ ಸರ್ಕಾರ (ಲೋಕೋಪಯೋಗಿ ಇಲಾಖೆ) ಕಾರ್ಯನಿರ್ವಾಹಕ ಇಂಜಿನಿಯರ್‌ರ ಕಚೇರಿ, ಲೋಕೋಪಯೋಗಿ ಇಲಾಖೆ ವಿಭಾಗ ಬೀದರ ಸಂಖ್ಯೆ: ಕಾನಿಇ/ಲೋಇ/ಬೀ/ಟೆಂ/5/2026-27/50 ದಿನಾಂಕ: 08-04-2026 ಕರ್ನಾಟಕ ಸಾರ್ವಜನಿಕ ಸಂಗ್ರಹಣೆಗಳ ಪೋರ್ಟಲ್‌ನಲ್ಲಿ ಟೆಂಡರ್ ಪ್ರಕಟಣೆ ಕರ್ನಾಟಕ ರಾಜ್ಯಪಾಲರ ಪರವಾಗಿ 2025-26 ನೇ ಸಾಲಿನ ಈ ಕೆಳಕಂಡ ಕಾಮಗಾರಿಗಳಿಗೆ, ಲೆಕ್ಕ ಶೀರ್ಷಿಕೆ ಕಲ್ಯಾಣ ಕರ್ನಾಟಕ ಪ್ರದೇಶ ಅಭಿವೃದ್ಧಿ ಮಂಡಳಿ ಅನುದಾನದಡಿ ಅರ್ಹ ಗುತ್ತಿಗೆದಾರರಿಂದ ಕರ್ನಾಟಕ ಸಾರ್ವಜನಿಕ ಸಂಗ್ರಹಣೆಗಳ ಪೋರ್ಟಲ್ ಮುಖಾಂತರ ಟೆಂಡರ್ ಆಹ್ವಾನಿಸಲಾಗಿದೆ. PWD/2025-26/BD/RD/OW WORK_INDENT GENERAL (17) : 34207, 34205, 34203, 34204, 34668, 33336, 33778, 33713, 34445, 32529, 35307, 34101, 35333, 35309, 35075, 33949/Call-2, 29025/Call-3 SC RESERVE (03) : 34208, 34669, 35067. CATEGORY-2A (03) : 34206, 35050, 35061. ಕರ್ನಾಟಕ ಸಾರ್ವಜನಿಕ ಸಂಗ್ರಹಣೆಗಳ ಪೋರ್ಟಲ್ https://kppp.karnataka.gov.in ರಿಂದ ಡೌನ್‌ಲೋಡ್ ಮಾಡಿಕೊಳ್ಳಬಹುದು. ಹೆಚ್ಚಿನ ವಿವರಗಳಿಗೆ ಕಚೇರಿ ವೇಳೆಯಲ್ಲಿ ಸಂಪರ್ಕಿಸಬಹುದು. ಷರತ್ತುಗಳನ್ನು ಟೆಂಡರ್ ದಾಖಲೆಗಳಲ್ಲಿ ನೀಡಲಾಗಿದೆ. ತಿರಸ್ಕರಿಸುವ ಅಧಿಕಾರವನ್ನು ಕಾಯ್ದಿರಿಸಲಾಗಿದೆ. ಸಹಿ/- (ಶಿವಕುಮಾರ ಕಾಮಶೆಟ್ಟಿ) — [4, 40, 360, 306]
ad-pre-madhugiri: ಜಿಲ್ಲಾ ಪಂಚಾಯತ್, ತುಮಕೂರು ಕಾರ್ಯಪಾಲಕ ಇಂಜಿನಿಯರ್‌ರವರ ಕಚೇರಿ, ಪಂಚಾಯತ್ ರಾಜ್ ಇಂಜಿನಿಯರಿಂಗ್ ವಿಭಾಗ-ಮಧುಗಿರಿ ಇ-ಪ್ರೊಕ್ಯೂರ್‌ಮೆಂಟ್ ಟೆಂಡರ್ ಪ್ರಕಟಣೆ ಸಂಖ್ಯೆ: 01/2025-26 ದಿನಾಂಕ: 13.04.2026 ಕರ್ನಾಟಕ ರಾಜ್ಯಪಾಲರ ಪರವಾಗಿ ಕಾರ್ಯಪಾಲಕ ಇಂಜಿನಿಯರ್, ಪಂಚಾಯತ್ ರಾಜ್ ಇಂಜಿನಿಯರಿಂಗ್ ವಿಭಾಗ, ಮಧುಗಿರಿ ರವರು ಕಾಮಗಾರಿಗಳಿಗೆ ಇ-ಪ್ರೊಕ್ಯೂರ್‌ಮೆಂಟ್ ಮುಖಾಂತರ ಟೆಂಡರ್ ಆಹ್ವಾನಿಸಲಾಗಿದೆ. ಇಂಡೆಂಟ್ ಸಂಖ್ಯೆ: 25854, 25853, 25852, 25851, 25855, 25856, 25858, 25860, 25847, 25842, 25849, 25846, 25859, 25857, 25864, 25832, 25771, 25036, 25035, 25034, 24604, 25471, 25569, 26670, 27572, 22074, 22825, 24114, 26074, 25786, 26615. ದಿನಾಂಕ: 13-04-2026 ರಿಂದ 27-04-2026 ರವರೆಗೆ. ದೂರವಾಣಿ ಸಂಖ್ಯೆ: 080-25501216, 080-25501227 ಹಾಗೂ http://www.eproc.karnataka.gov.in ನಲ್ಲಿ ಪಡೆಯಬಹುದು. ಸಹಿ/- ಕಾರ್ಯಪಾಲಕ ಇಂಜಿನಿಯರ್, ಪಂ.ರಾ.ಇಂ.ವಿಭಾಗ, ಮಧುಗಿರಿ DIPR/TUM/25/KSMCA/2026-27 — [740, 1214, 986, 1516]
headline: ಮೊಬೈಲ್ ಚಟ ತಪ್ಪಿಸಲು ಬಾಲ್ಯವಿವಾಹಕ್ಕೆ ಯತ್ನ — [752, 407, 974, 449]
table-row: 1 ಶ್ರೀ ಚಾಮುಂಡೇಶ್ವರಿ ಹಾಗೂ ಸಂಬಂಧ ದೇವಸ್ಥಾನಗಳ ನಿತ್ಯ ಅನ್ನದಾಸೋಹ... 1,49,63,064 3,00,000 — [13, 452, 352, 464]
header-city: ಬೆಂಗಳೂರು — [40, 18, 70, 27]
table-row: 5 ತಾಂತ್ರಿಕ ಬಿಡ್ ತೆರೆಯುವುದು ದಿ: 26.04.2026 ರ ಬೆಳಿಗ್ಗೆ 11.00 ಗಂಟೆ — [13, 552, 352, 564]
side-highlight: ಬಾಲಕಿ ರಕ್ಷಿಸಿದ ಮಕ್ಕಳ ರಕ್ಷಣಾ ಘಟಕ — [864, 456, 984, 492]
